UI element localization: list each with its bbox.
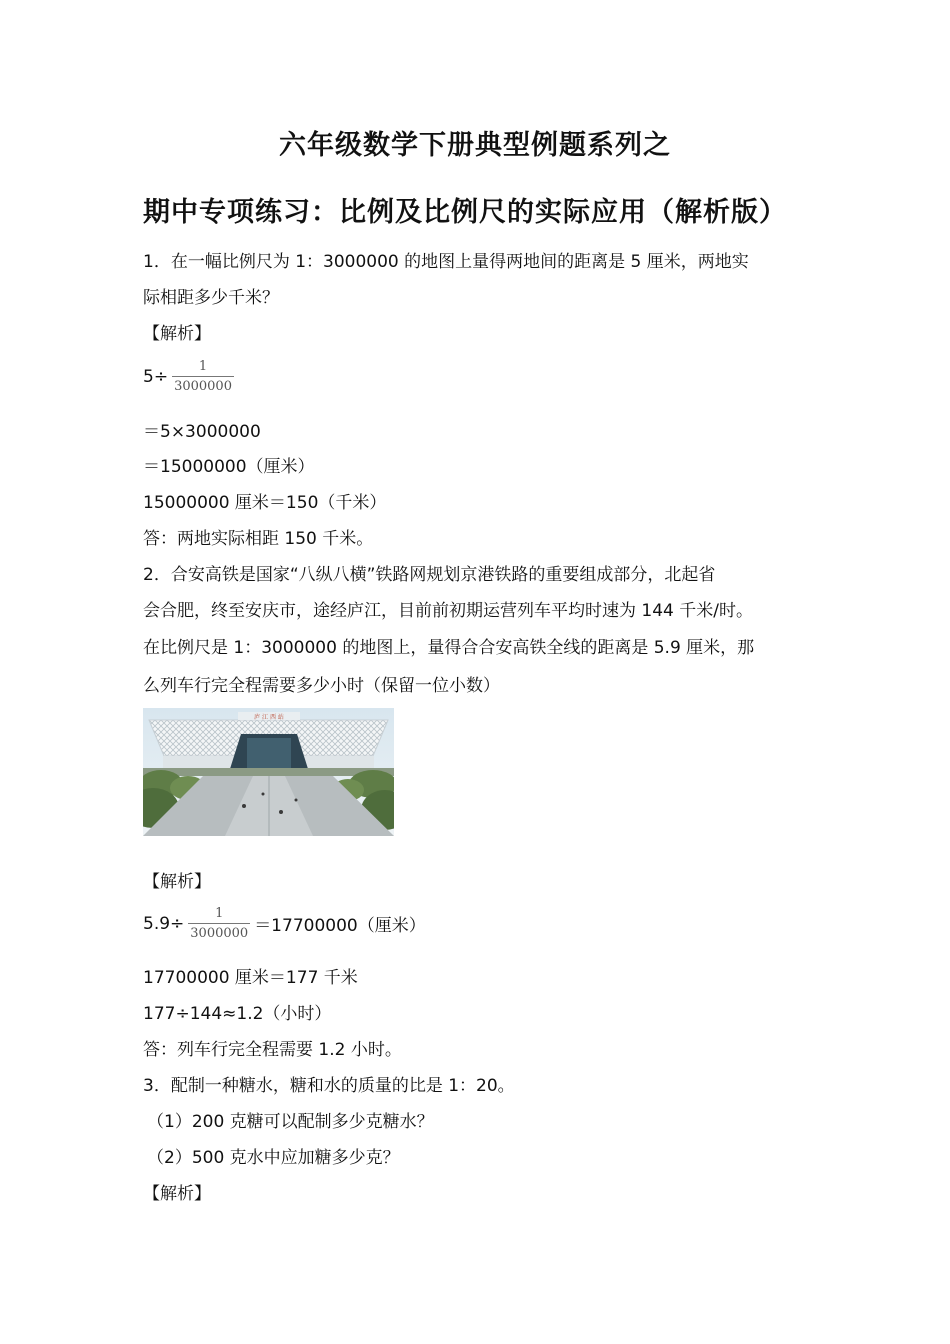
q2-fraction bbox=[188, 906, 250, 941]
q2-fraction-denominator: 3000000 bbox=[190, 926, 249, 941]
q2-text-line-2: 会合肥，终至安庆市，途经庐江，目前前初期运营列车平均时速为 144 千米/时。 bbox=[143, 601, 753, 621]
q1-answer: 答：两地实际相距 150 千米。 bbox=[143, 529, 374, 549]
q1-text-line-2: 际相距多少千米？ bbox=[143, 288, 279, 308]
q2-expression bbox=[143, 906, 426, 941]
q1-step-1: ＝5×3000000 bbox=[143, 422, 261, 442]
q2-fraction-numerator: 1 bbox=[215, 906, 224, 921]
q3-analysis-label: 【解析】 bbox=[143, 1184, 211, 1204]
q1-text-line-1: 1．在一幅比例尺为 1：3000000 的地图上量得两地间的距离是 5 厘米，两地实 bbox=[143, 252, 749, 272]
q2-text-line-3: 在比例尺是 1：3000000 的地图上，量得合合安高铁全线的距离是 5.9 厘米，那 bbox=[143, 638, 755, 658]
q2-step-1: 17700000 厘米＝177 千米 bbox=[143, 968, 358, 988]
q2-step-2: 177÷144≈1.2（小时） bbox=[143, 1004, 332, 1024]
q2-expr-suffix: ＝17700000（厘米） bbox=[254, 916, 426, 936]
q2-analysis-label: 【解析】 bbox=[143, 872, 211, 892]
q1-analysis-label: 【解析】 bbox=[143, 324, 211, 344]
q2-answer: 答：列车行完全程需要 1.2 小时。 bbox=[143, 1040, 402, 1060]
q1-step-2: ＝15000000（厘米） bbox=[143, 457, 315, 477]
q2-text-line-4: 么列车行完全程需要多少小时（保留一位小数） bbox=[143, 676, 500, 696]
document-subtitle: 期中专项练习：比例及比例尺的实际应用（解析版） bbox=[143, 197, 787, 228]
q1-fraction bbox=[172, 359, 234, 394]
q1-expr-prefix: 5÷ bbox=[143, 366, 169, 387]
q1-expression bbox=[143, 359, 238, 394]
document-title: 六年级数学下册典型例题系列之 bbox=[279, 130, 671, 161]
railway-station-photo bbox=[143, 708, 394, 836]
q3-sub-question-2: （2）500 克水中应加糖多少克？ bbox=[147, 1148, 400, 1168]
q3-sub-question-1: （1）200 克糖可以配制多少克糖水？ bbox=[147, 1112, 434, 1132]
q3-text: 3．配制一种糖水，糖和水的质量的比是 1：20。 bbox=[143, 1076, 515, 1096]
q1-fraction-numerator: 1 bbox=[198, 359, 208, 374]
q1-fraction-denominator: 3000000 bbox=[174, 379, 232, 394]
q1-step-3: 15000000 厘米＝150（千米） bbox=[143, 493, 387, 513]
svg-text:庐 江 西 站: 庐 江 西 站 bbox=[254, 714, 284, 721]
q2-expr-prefix: 5.9÷ bbox=[143, 913, 185, 934]
q2-text-line-1: 2．合安高铁是国家“八纵八横”铁路网规划京港铁路的重要组成部分，北起省 bbox=[143, 565, 716, 585]
